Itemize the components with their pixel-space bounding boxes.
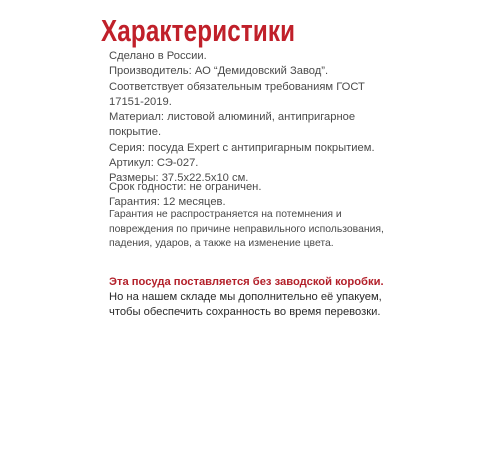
terms-block bbox=[109, 180, 489, 211]
spec-line-material-cont: покрытие. bbox=[109, 126, 162, 139]
specs-block bbox=[109, 49, 489, 187]
spec-line-standard-number: 17151-2019. bbox=[109, 95, 172, 108]
spec-line-manufacturer: Производитель: АО “Демидовский Завод”. bbox=[109, 65, 329, 78]
warranty-note-line: повреждения по причине неправильного использования, bbox=[109, 223, 384, 235]
warranty-note-block bbox=[109, 208, 489, 252]
spec-line-article: Артикул: СЭ-027. bbox=[109, 157, 199, 170]
packaging-notice-line: Но на нашем складе мы дополнительно её упакуем, bbox=[109, 291, 382, 303]
packaging-notice bbox=[109, 275, 489, 320]
spec-line-series: Серия: посуда Expert с антипригарным покрытием. bbox=[109, 141, 375, 154]
spec-line-origin: Сделано в России. bbox=[109, 50, 207, 62]
warranty-line: Гарантия: 12 месяцев. bbox=[109, 196, 226, 209]
spec-line-material: Материал: листовой алюминий, антипригарное bbox=[109, 111, 356, 124]
spec-line-dimensions: Размеры: 37.5х22.5х10 см. bbox=[109, 172, 249, 185]
packaging-notice-line: чтобы обеспечить сохранность во время перевозки. bbox=[109, 306, 381, 318]
warranty-note-line: падения, ударов, а также на изменение цвета. bbox=[109, 238, 334, 249]
page-title: Характеристики bbox=[101, 13, 296, 48]
warranty-note-line: Гарантия не распространяется на потемнения и bbox=[109, 209, 342, 220]
packaging-notice-heading: Эта посуда поставляется без заводской коробки. bbox=[109, 276, 384, 288]
shelf-life-line: Срок годности: не ограничен. bbox=[109, 181, 262, 193]
spec-line-standard: Соответствует обязательным требованиям ГОСТ bbox=[109, 80, 365, 93]
